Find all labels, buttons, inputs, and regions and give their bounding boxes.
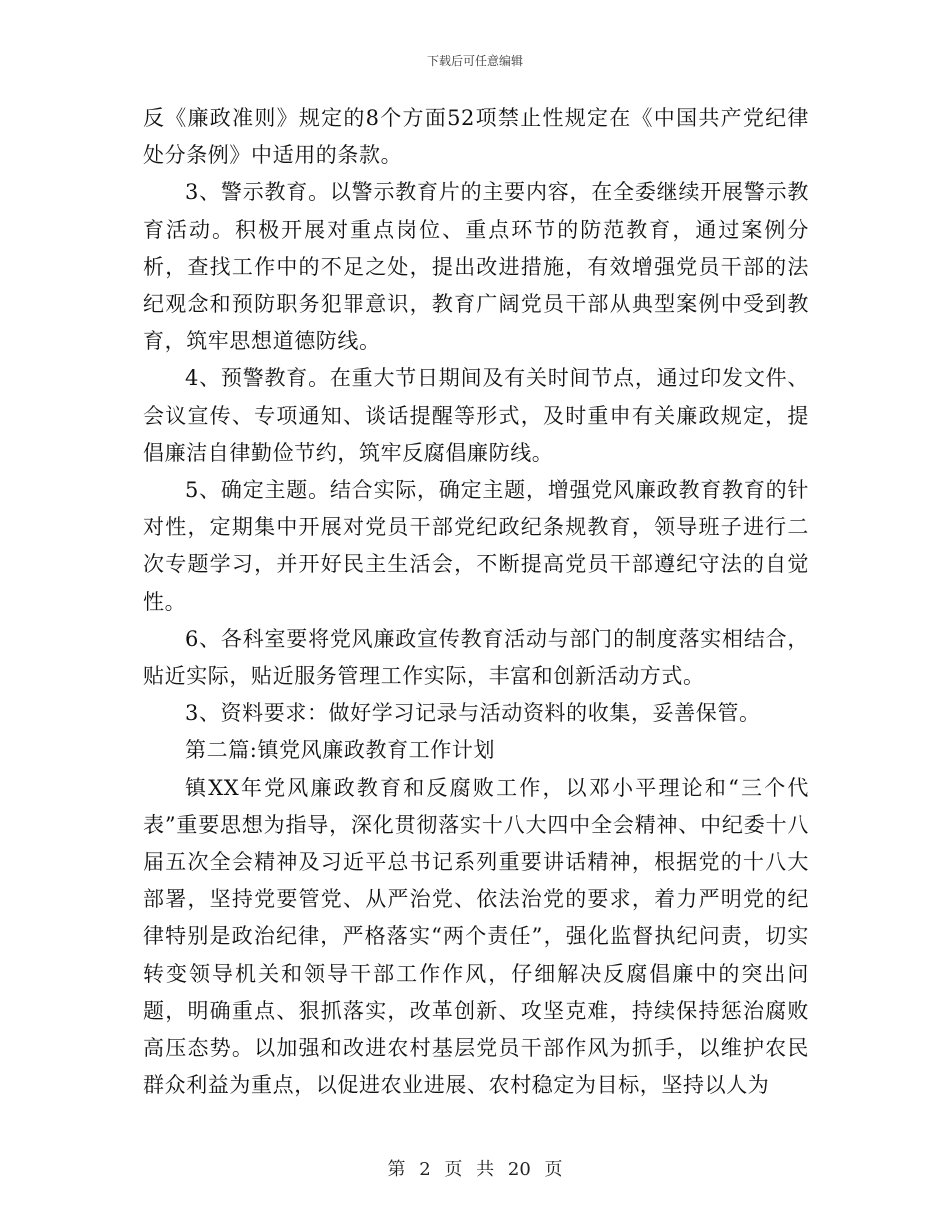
paragraph: 3、资料要求：做好学习记录与活动资料的收集，妥善保管。 [185, 701, 761, 726]
paragraph: 镇XX年党风廉政教育和反腐败工作，以邓小平理论和“三个代表”重要思想为指导，深化贯彻落实十八大四中全会精神、中纪委十八届五次全会精神及习近平总书记系列重要讲话精神，根据党的十八大部署，坚持党要管党、从严治党、依法治党的要求，着力严明党的纪律特别是政治纪律，严格落实“两个责任”，强化监督执纪问责，切实转变领导机关和领导干部工作作风，仔细解决反腐倡廉中的突出问题，明确重点、狠抓落实，改革创新、攻坚克难，持续保持惩治腐败高压态势。以加强和改进农村基层党员干部作风为抓手，以维护农民群众利益为重点，以促进农业进展、农村稳定为目标，坚持以人为 [143, 775, 809, 1098]
paragraph: 反《廉政准则》规定的8个方面52项禁止性规定在《中国共产党纪律处分条例》中适用的条款。 [143, 106, 809, 168]
total-unit: 页 [544, 1159, 563, 1180]
page-footer [0, 1155, 950, 1181]
total-word: 共 [476, 1159, 495, 1180]
current-page-number: 2 [419, 1159, 431, 1180]
paragraph: 3、警示教育。以警示教育片的主要内容，在全委继续开展警示教育活动。积极开展对重点岗位、重点环节的防范教育，通过案例分析，查找工作中的不足之处，提出改进措施，有效增强党员干部的法纪观念和预防职务犯罪意识，教育广阔党员干部从典型案例中受到教育，筑牢思想道德防线。 [143, 180, 809, 354]
page-word: 第 [387, 1159, 406, 1180]
section-title: 第二篇:镇党风廉政教育工作计划 [185, 738, 496, 763]
document-body [143, 100, 809, 1104]
paragraph: 4、预警教育。在重大节日期间及有关时间节点，通过印发文件、会议宣传、专项通知、谈话提醒等形式，及时重申有关廉政规定，提倡廉洁自律勤俭节约，筑牢反腐倡廉防线。 [143, 366, 809, 465]
paragraph: 6、各科室要将党风廉政宣传教育活动与部门的制度落实相结合，贴近实际，贴近服务管理工作实际，丰富和创新活动方式。 [143, 626, 809, 689]
paragraph: 5、确定主题。结合实际，确定主题，增强党风廉政教育教育的针对性，定期集中开展对党员干部党纪政纪条规教育，领导班子进行二次专题学习，并开好民主生活会，不断提高党员干部遵纪守法的自觉性。 [143, 478, 809, 614]
page-unit: 页 [444, 1159, 463, 1180]
page-header-note: 下载后可任意编辑 [426, 54, 523, 68]
total-pages-number: 20 [507, 1159, 531, 1180]
